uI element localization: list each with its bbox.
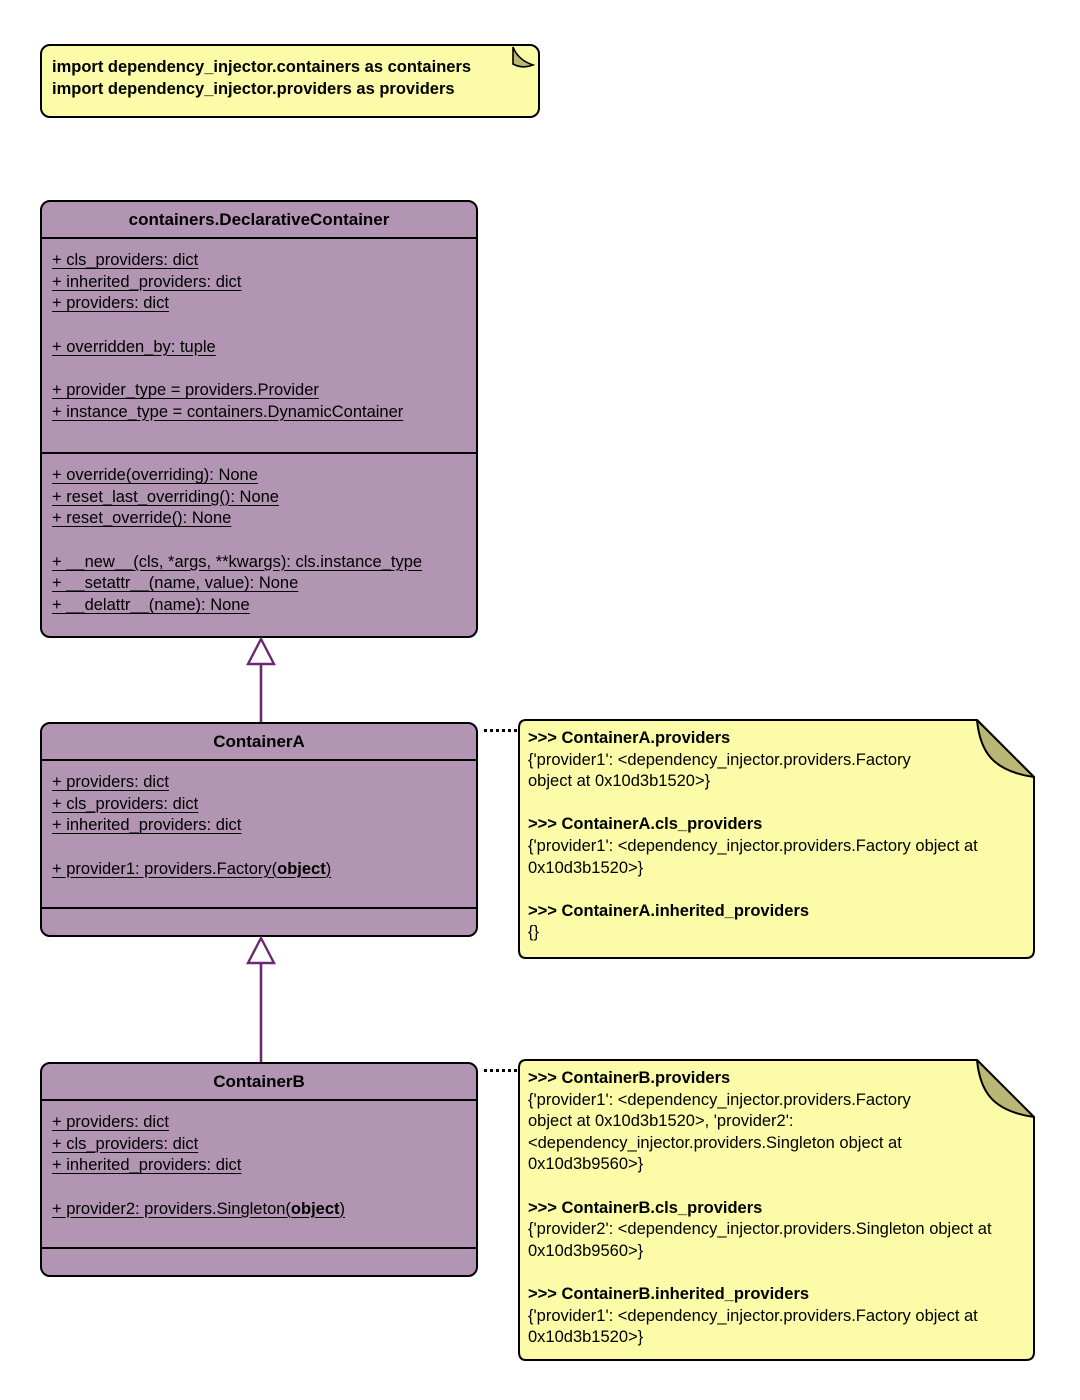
blank-line bbox=[528, 1262, 1025, 1284]
method-line: + reset_override(): None bbox=[52, 509, 232, 528]
container-b-output-note bbox=[518, 1059, 1035, 1361]
repl-command: >>> ContainerB.providers bbox=[528, 1069, 731, 1087]
method-line: + reset_last_overriding(): None bbox=[52, 487, 279, 506]
inheritance-arrow-a-to-declarative bbox=[244, 637, 278, 723]
class-container-b bbox=[40, 1062, 478, 1277]
inheritance-arrow-b-to-a bbox=[244, 936, 278, 1063]
attributes-compartment bbox=[42, 759, 476, 907]
repl-output: object at 0x10d3b1520>} bbox=[528, 772, 711, 791]
repl-output: 0x10d3b9560>} bbox=[528, 1155, 644, 1174]
repl-output: {} bbox=[528, 923, 540, 942]
attributes-compartment bbox=[42, 237, 476, 452]
blank-line bbox=[52, 1177, 468, 1199]
attribute-line: + provider2: providers.Singleton(object) bbox=[52, 1199, 346, 1218]
repl-output: {'provider1': <dependency_injector.providers.Factory bbox=[528, 1090, 911, 1109]
repl-command: >>> ContainerB.inherited_providers bbox=[528, 1284, 810, 1303]
repl-output: {'provider2': <dependency_injector.providers.Singleton object at bbox=[528, 1220, 992, 1239]
blank-line bbox=[52, 358, 468, 380]
repl-command: >>> ContainerA.inherited_providers bbox=[528, 901, 810, 920]
attribute-line: + provider_type = providers.Provider bbox=[52, 381, 319, 400]
class-title: containers.DeclarativeContainer bbox=[128, 209, 390, 229]
import-line: import dependency_injector.providers as providers bbox=[52, 79, 455, 98]
methods-compartment-empty bbox=[42, 907, 476, 937]
class-declarative-container bbox=[40, 200, 478, 638]
blank-line bbox=[52, 530, 468, 552]
attribute-line: + instance_type = containers.DynamicContainer bbox=[52, 402, 404, 421]
attribute-line: + inherited_providers: dict bbox=[52, 1156, 242, 1175]
class-title: ContainerB bbox=[213, 1071, 305, 1091]
repl-output: 0x10d3b9560>} bbox=[528, 1241, 644, 1260]
blank-line bbox=[52, 315, 468, 337]
attribute-line: + providers: dict bbox=[52, 773, 169, 791]
container-a-output-note bbox=[518, 719, 1035, 959]
blank-line bbox=[528, 1176, 1025, 1198]
note-connector-a bbox=[484, 729, 517, 732]
blank-line bbox=[528, 793, 1025, 815]
methods-compartment-empty bbox=[42, 1247, 476, 1277]
attribute-line: + cls_providers: dict bbox=[52, 794, 199, 813]
repl-output: 0x10d3b1520>} bbox=[528, 1328, 644, 1347]
attribute-line: + providers: dict bbox=[52, 294, 169, 313]
import-line: import dependency_injector.containers as containers bbox=[52, 58, 472, 76]
class-container-a bbox=[40, 722, 478, 937]
method-line: + __new__(cls, *args, **kwargs): cls.instance_type bbox=[52, 552, 423, 571]
repl-command: >>> ContainerB.cls_providers bbox=[528, 1198, 763, 1217]
class-title: ContainerA bbox=[213, 731, 305, 751]
repl-command: >>> ContainerA.cls_providers bbox=[528, 815, 763, 834]
attribute-line: + inherited_providers: dict bbox=[52, 816, 242, 835]
repl-output: {'provider1': <dependency_injector.providers.Factory object at bbox=[528, 836, 978, 855]
attributes-compartment bbox=[42, 1099, 476, 1247]
blank-line bbox=[52, 837, 468, 859]
imports-note bbox=[40, 44, 540, 118]
repl-output: {'provider1': <dependency_injector.providers.Factory bbox=[528, 750, 911, 769]
repl-output: {'provider1': <dependency_injector.providers.Factory object at bbox=[528, 1306, 978, 1325]
note-connector-b bbox=[484, 1069, 517, 1072]
attribute-line: + inherited_providers: dict bbox=[52, 272, 242, 291]
method-line: + __setattr__(name, value): None bbox=[52, 574, 299, 593]
attribute-line: + overridden_by: tuple bbox=[52, 337, 216, 356]
repl-output: 0x10d3b1520>} bbox=[528, 858, 644, 877]
repl-command: >>> ContainerA.providers bbox=[528, 729, 731, 747]
repl-output: object at 0x10d3b1520>, 'provider2': bbox=[528, 1112, 794, 1131]
methods-compartment bbox=[42, 452, 476, 638]
blank-line bbox=[528, 879, 1025, 901]
method-line: + override(overriding): None bbox=[52, 466, 258, 484]
attribute-line: + providers: dict bbox=[52, 1113, 169, 1131]
attribute-line: + provider1: providers.Factory(object) bbox=[52, 859, 332, 878]
repl-output: <dependency_injector.providers.Singleton object at bbox=[528, 1133, 902, 1152]
method-line: + __delattr__(name): None bbox=[52, 596, 250, 615]
attribute-line: + cls_providers: dict bbox=[52, 1134, 199, 1153]
attribute-line: + cls_providers: dict bbox=[52, 251, 199, 269]
